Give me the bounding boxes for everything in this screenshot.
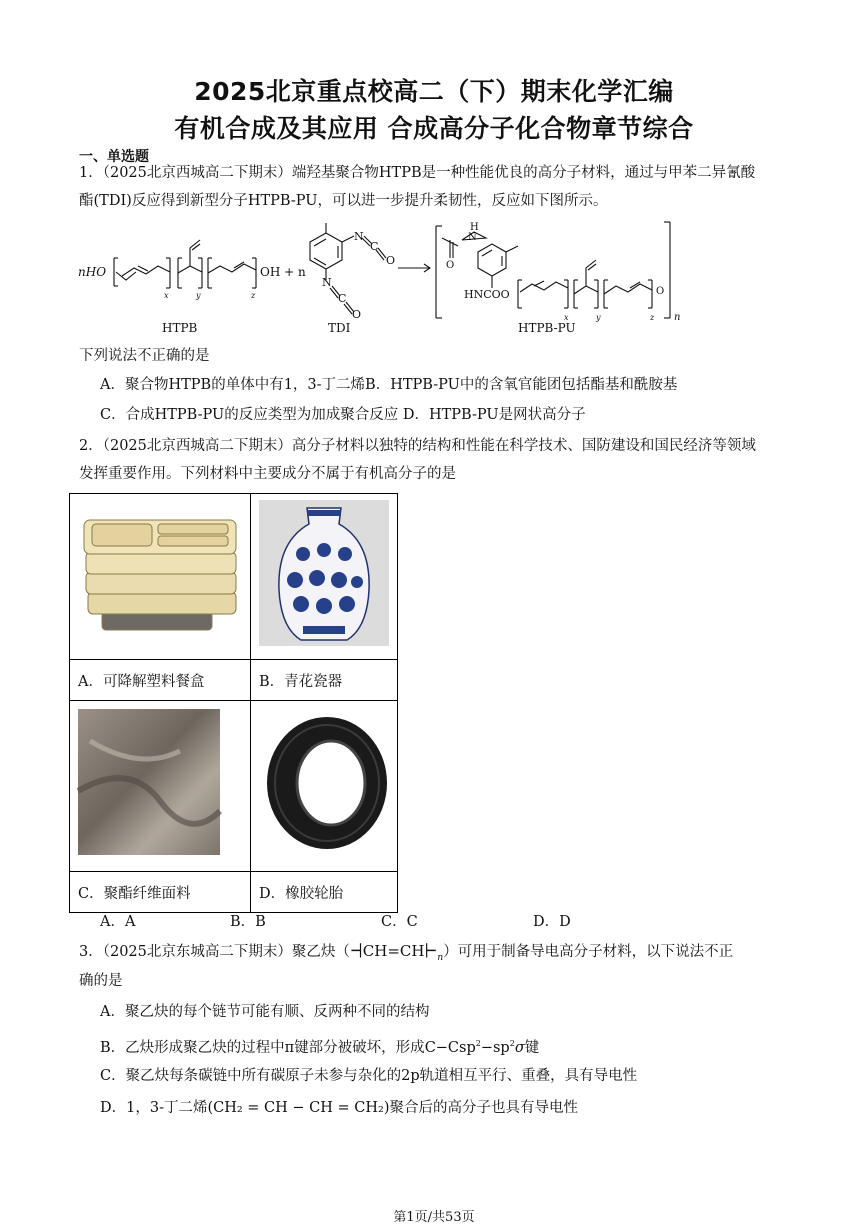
htpb-x-sub: x bbox=[164, 291, 169, 300]
product-n: N bbox=[468, 232, 477, 243]
htpb-caption: HTPB bbox=[162, 321, 198, 335]
image-cell-a bbox=[70, 494, 251, 660]
q1-option-ab: A．聚合物HTPB的单体中有1，3-丁二烯B．HTPB-PU中的含氧官能团包括酯基和酰胺基 bbox=[100, 377, 678, 393]
image-cell-b bbox=[251, 494, 398, 660]
pi-symbol: π bbox=[284, 1039, 295, 1056]
q2-answer-c: C．C bbox=[381, 914, 418, 930]
tdi-o1: O bbox=[386, 254, 396, 267]
tdi-c1: C bbox=[370, 240, 379, 253]
polyacetylene-unit: CH=CH bbox=[362, 942, 425, 960]
image-cell-c bbox=[70, 701, 251, 872]
polyester-fabric-image bbox=[70, 701, 250, 867]
q1-text-line1: 1．（2025北京西城高二下期末）端羟基聚合物HTPB是一种性能优良的高分子材料，通过与甲苯二异氰酸 bbox=[79, 165, 756, 181]
caption-d: D．橡胶轮胎 bbox=[251, 872, 398, 913]
q1-option-cd: C．合成HTPB-PU的反应类型为加成聚合反应 D．HTPB-PU是网状高分子 bbox=[100, 407, 586, 423]
porcelain-vase-image bbox=[251, 494, 397, 655]
section-heading: 一、单选题 bbox=[79, 149, 149, 165]
image-cell-d bbox=[251, 701, 398, 872]
htpb-y-sub: y bbox=[196, 291, 201, 300]
bond-formula bbox=[425, 1040, 525, 1056]
product-h: H bbox=[470, 222, 479, 233]
q3-text-line1 bbox=[79, 940, 791, 969]
tdi-c2: C bbox=[338, 292, 347, 305]
bond-formula-b: −sp bbox=[480, 1039, 510, 1056]
rubber-tire-image bbox=[251, 701, 397, 867]
caption-a: A．可降解塑料餐盒 bbox=[70, 660, 251, 701]
product-hncoo: HNCOO bbox=[464, 288, 510, 301]
q3-option-b-pre: B．乙炔形成聚乙炔的过程中 bbox=[100, 1039, 285, 1056]
q2-answer-b: B．B bbox=[230, 914, 266, 930]
q3-option-b bbox=[100, 1033, 539, 1059]
q3-option-a: A．聚乙炔的每个链节可能有顺、反两种不同的结构 bbox=[100, 1004, 430, 1020]
q1-text-line2: 酯(TDI)反应得到新型分子HTPB-PU，可以进一步提升柔韧性，反应如下图所示。 bbox=[79, 193, 608, 209]
tdi-o2: O bbox=[352, 308, 362, 321]
q2-text-line2: 发挥重要作用。下列材料中主要成分不属于有机高分子的是 bbox=[79, 466, 456, 482]
htpb-z-sub: z bbox=[251, 291, 256, 300]
caption-b: B．青花瓷器 bbox=[251, 660, 398, 701]
q3-option-c: C．聚乙炔每条碳链中所有碳原子未参与杂化的2p轨道相互平行、重叠，具有导电性 bbox=[100, 1068, 638, 1084]
product-caption: HTPB-PU bbox=[518, 321, 576, 335]
butadiene-formula: (CH₂ = CH − CH = CH₂) bbox=[207, 1100, 390, 1116]
bond-sup-1: 2 bbox=[475, 1039, 481, 1048]
reaction-scheme bbox=[78, 218, 698, 340]
polyacetylene-formula: $⊣CH=CH⊢_n$ bbox=[349, 939, 444, 963]
q3-option-b-mid: 键部分被破坏，形成 bbox=[294, 1039, 425, 1056]
q3-option-b-post: 键 bbox=[524, 1039, 540, 1056]
bond-sup-2: 2 bbox=[509, 1039, 515, 1048]
q2-image-table bbox=[69, 493, 398, 913]
product-o: O bbox=[446, 260, 455, 271]
product-o2: O bbox=[656, 286, 665, 297]
tdi-caption: TDI bbox=[328, 321, 351, 335]
tdi-n2: N bbox=[322, 276, 332, 289]
product-n-sub: n bbox=[674, 312, 681, 323]
q3-text-line2: 确的是 bbox=[79, 973, 123, 989]
bond-formula-a: C−Csp bbox=[424, 1039, 476, 1056]
q2-answer-d: D．D bbox=[533, 914, 571, 930]
htpb-nho-label: nHO bbox=[78, 265, 107, 279]
sigma-symbol: σ bbox=[514, 1039, 525, 1056]
q3-option-d-post: 聚合后的高分子也具有导电性 bbox=[389, 1100, 578, 1116]
lunch-box-image bbox=[70, 494, 250, 655]
document-title-line2: 有机合成及其应用 合成高分子化合物章节综合 bbox=[174, 114, 694, 143]
q3-option-d bbox=[100, 1097, 578, 1119]
product-z-sub: z bbox=[650, 313, 655, 322]
q3-text-b: ）可用于制备导电高分子材料，以下说法不正 bbox=[443, 944, 734, 960]
htpb-oh-label: OH + n bbox=[260, 265, 306, 279]
document-title-line1: 2025北京重点校高二（下）期末化学汇编 bbox=[194, 77, 674, 106]
q2-text-line1: 2．（2025北京西城高二下期末）高分子材料以独特的结构和性能在科学技术、国防建设和国民经济等领域 bbox=[79, 438, 756, 454]
q3-option-d-pre: D．1，3-丁二烯 bbox=[100, 1100, 208, 1116]
q1-stem: 下列说法不正确的是 bbox=[79, 348, 210, 364]
product-y-sub: y bbox=[596, 313, 601, 322]
caption-c: C．聚酯纤维面料 bbox=[70, 872, 251, 913]
product-x-sub: x bbox=[564, 313, 569, 322]
tdi-n1: N bbox=[354, 230, 364, 243]
page-footer: 第1页/共53页 bbox=[393, 1210, 475, 1225]
q2-answer-a: A．A bbox=[100, 914, 136, 930]
polyacetylene-n: n bbox=[437, 953, 444, 963]
q3-text-a: 3．（2025北京东城高二下期末）聚乙炔（ bbox=[79, 944, 350, 960]
